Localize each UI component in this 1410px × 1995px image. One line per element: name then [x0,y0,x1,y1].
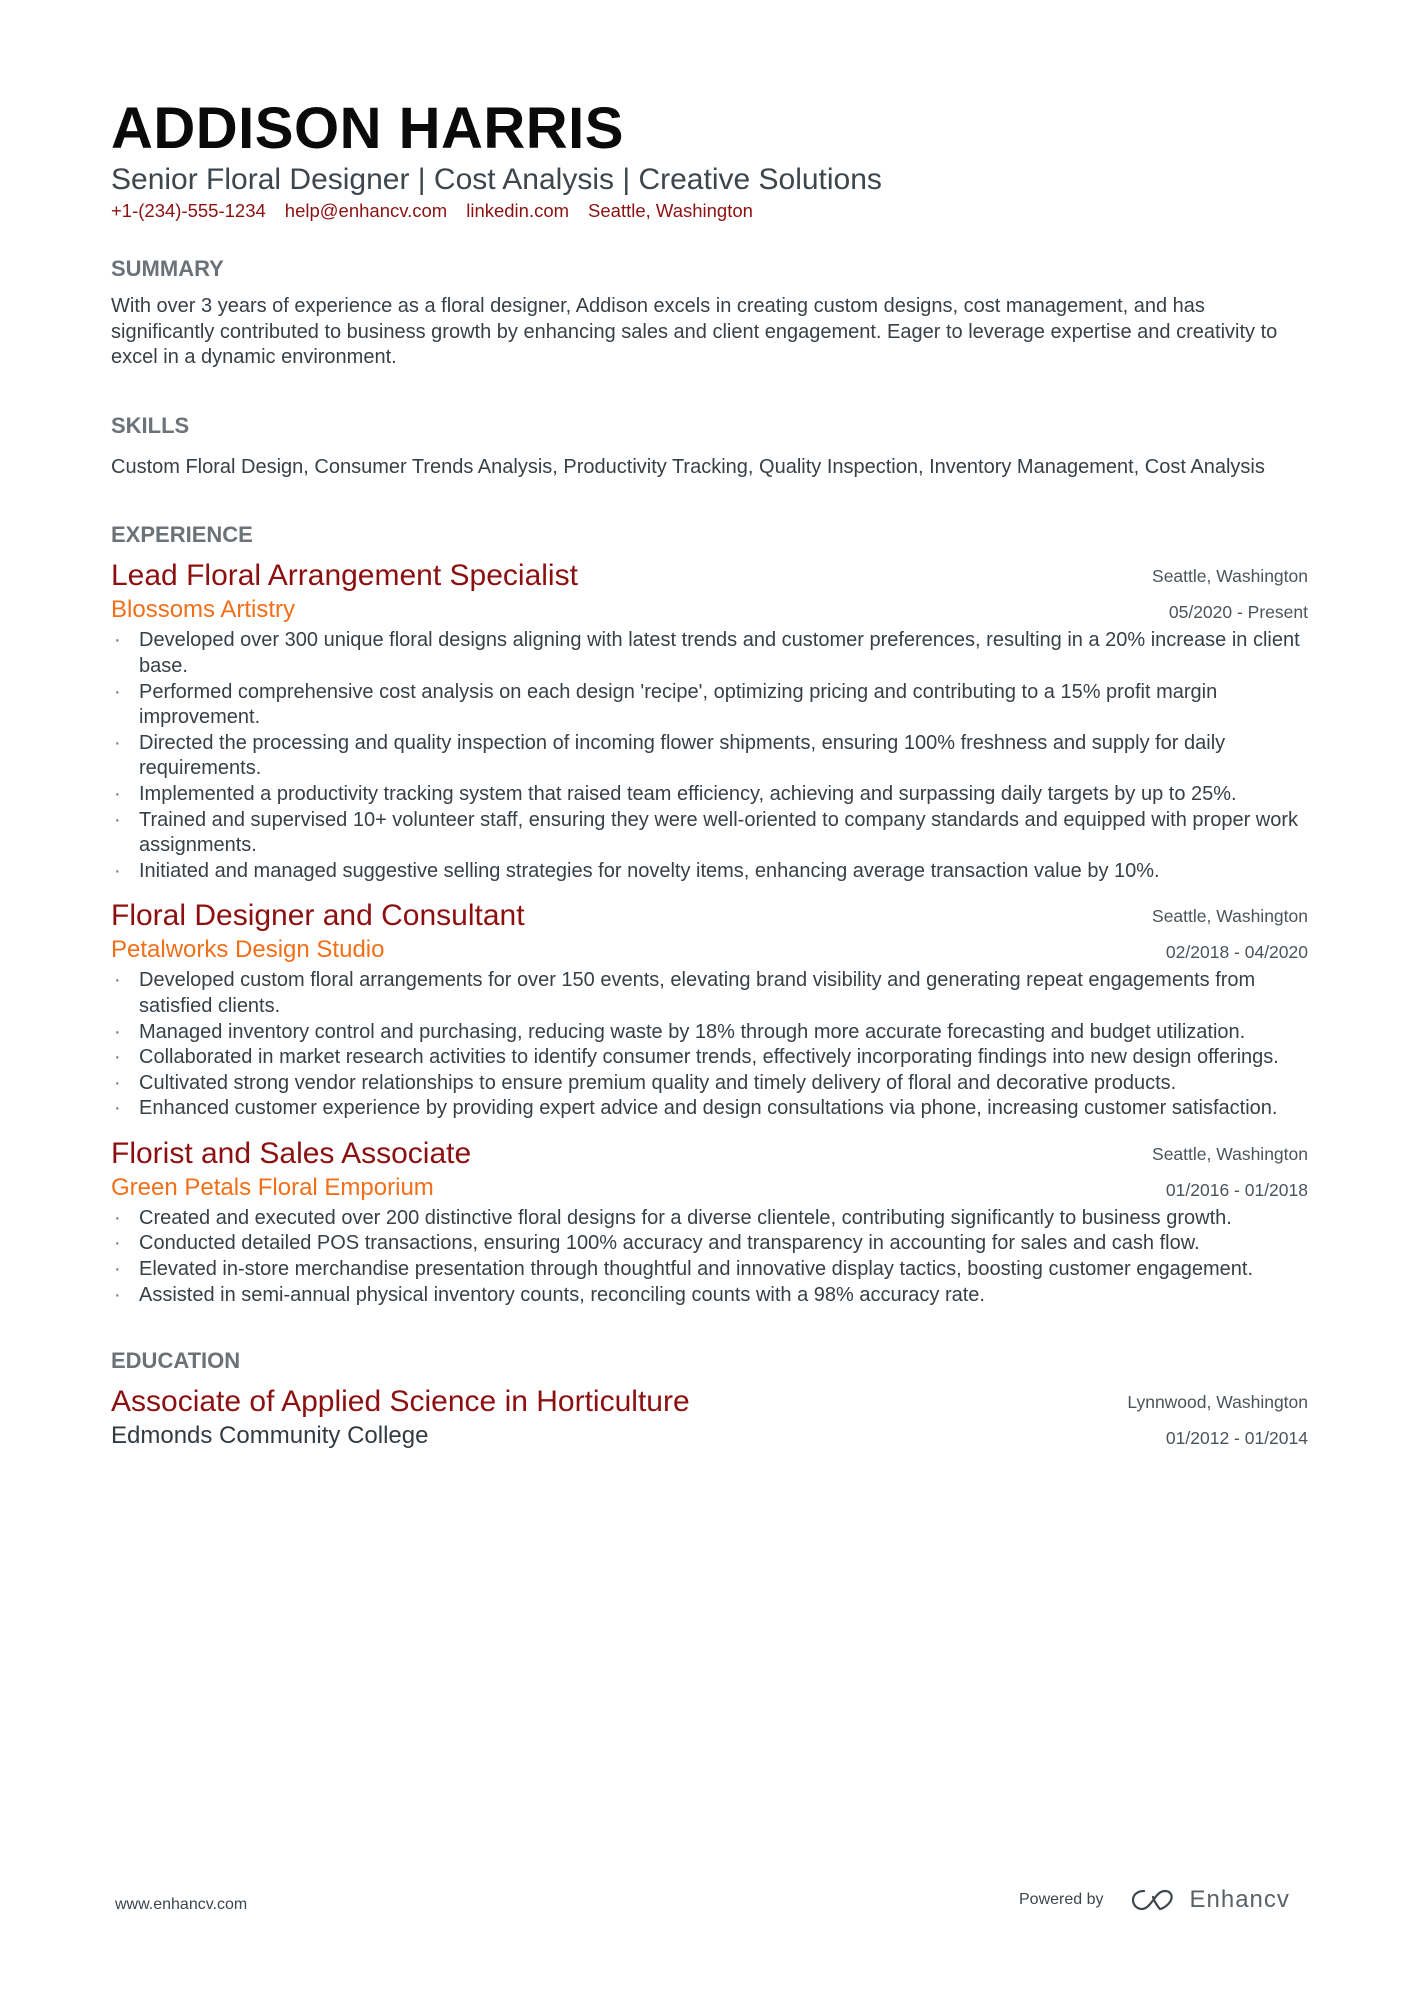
entry-header [111,1136,1308,1204]
education-dates: 01/2012 - 01/2014 [1165,1428,1308,1449]
education-section [111,1346,1308,1452]
contact-linkedin[interactable]: linkedin.com [466,200,570,221]
job-title: Florist and Sales Associate [111,1136,472,1170]
summary-text: With over 3 years of experience as a floral designer, Addison excels in creating custom designs, cost management, and has significantly contributed to business growth by enhancing sales and client engagement. Eager to leverage expertise and creativity to excel in a dynamic environment. [111,295,1278,369]
experience-entry [111,898,1308,1122]
company-name: Blossoms Artistry [111,596,296,624]
job-dates: 02/2018 - 04/2020 [1165,942,1308,963]
list-item: · Developed custom floral arrangements for over 150 events, elevating brand visibility and generating repeat engagements from satisfied clients. [111,968,1308,1019]
section-title-experience: EXPERIENCE [111,522,253,548]
entry-meta [1152,898,1308,970]
skills-section [111,411,1308,481]
resume-page [111,96,1308,1452]
achievement-list [111,1206,1308,1308]
experience-entry [111,558,1308,884]
resume-header [111,96,1308,224]
section-title-summary: SUMMARY [111,256,224,281]
enhancv-logo[interactable] [1130,1886,1290,1914]
list-item: · Created and executed over 200 distinctive floral designs for a diverse clientele, contributing significantly to business growth. [111,1206,1308,1232]
contact-info [111,198,1308,224]
list-item: · Implemented a productivity tracking system that raised team efficiency, achieving and surpassing daily targets by up to 25%. [111,782,1308,808]
summary-section [111,254,1308,371]
company-name: Petalworks Design Studio [111,936,385,964]
list-item: · Assisted in semi-annual physical inventory counts, reconciling counts with a 98% accuracy rate. [111,1283,1308,1309]
company-name: Green Petals Floral Emporium [111,1173,434,1201]
job-title: Lead Floral Arrangement Specialist [111,559,578,593]
job-location: Seattle, Washington [1152,906,1308,927]
degree-title: Associate of Applied Science in Horticulture [111,1385,690,1419]
list-item: · Conducted detailed POS transactions, ensuring 100% accuracy and transparency in accounting for sales and cash flow. [111,1231,1308,1257]
list-item: · Directed the processing and quality inspection of incoming flower shipments, ensuring 100% freshness and supply for daily requirements. [111,731,1308,782]
section-title-education: EDUCATION [111,1348,241,1374]
contact-phone[interactable]: +1-(234)-555-1234 [111,200,266,221]
entry-header [111,1384,1308,1452]
list-item: · Developed over 300 unique floral designs aligning with latest trends and customer preferences, resulting in a 20% increase in client base. [111,628,1308,679]
entry-header [111,558,1308,626]
list-item: · Initiated and managed suggestive selling strategies for novelty items, enhancing average transaction value by 10%. [111,859,1308,885]
candidate-headline: Senior Floral Designer | Cost Analysis | Creative Solutions [111,163,882,196]
job-title: Floral Designer and Consultant [111,899,525,933]
job-dates: 05/2020 - Present [1168,602,1308,623]
school-name: Edmonds Community College [111,1422,429,1450]
list-item: · Trained and supervised 10+ volunteer staff, ensuring they were well-oriented to company standards and equipped with proper work assignments. [111,808,1308,859]
list-item: · Managed inventory control and purchasing, reducing waste by 18% through more accurate forecasting and budget utilization. [111,1020,1308,1046]
enhancv-logo-icon [1130,1887,1176,1913]
job-location: Seattle, Washington [1152,1143,1308,1164]
skills-text: Custom Floral Design, Consumer Trends Analysis, Productivity Tracking, Quality Inspection, Inventory Management, Cost Analysis [111,455,1265,478]
list-item: · Cultivated strong vendor relationships to ensure premium quality and timely delivery of floral and decorative products. [111,1071,1308,1097]
candidate-name: ADDISON HARRIS [111,96,624,161]
list-item: · Enhanced customer experience by providing expert advice and design consultations via phone, increasing customer satisfaction. [111,1096,1308,1122]
footer-website-link[interactable]: www.enhancv.com [115,1896,248,1913]
entry-meta [1152,558,1308,630]
education-location: Lynnwood, Washington [1127,1392,1308,1413]
achievement-list [111,628,1308,884]
contact-email[interactable]: help@enhancv.com [284,200,448,221]
footer-branding [1019,1886,1290,1914]
brand-name: Enhancv [1189,1886,1290,1913]
entry-header [111,898,1308,966]
section-title-skills: SKILLS [111,412,190,438]
job-dates: 01/2016 - 01/2018 [1165,1179,1308,1200]
education-entry [111,1384,1308,1452]
job-location: Seattle, Washington [1152,566,1308,587]
list-item: · Collaborated in market research activities to identify consumer trends, effectively incorporating findings into new design offerings. [111,1045,1308,1071]
contact-location: Seattle, Washington [588,200,753,221]
list-item: · Elevated in-store merchandise presentation through thoughtful and innovative display tactics, boosting customer engagement. [111,1257,1308,1283]
list-item: · Performed comprehensive cost analysis on each design 'recipe', optimizing pricing and contributing to a 15% profit margin improvement. [111,680,1308,731]
achievement-list [111,968,1308,1122]
experience-section [111,520,1308,1308]
entry-meta [1127,1384,1308,1456]
powered-by-label: Powered by [1019,1891,1104,1908]
experience-entry [111,1136,1308,1308]
entry-meta [1152,1136,1308,1208]
